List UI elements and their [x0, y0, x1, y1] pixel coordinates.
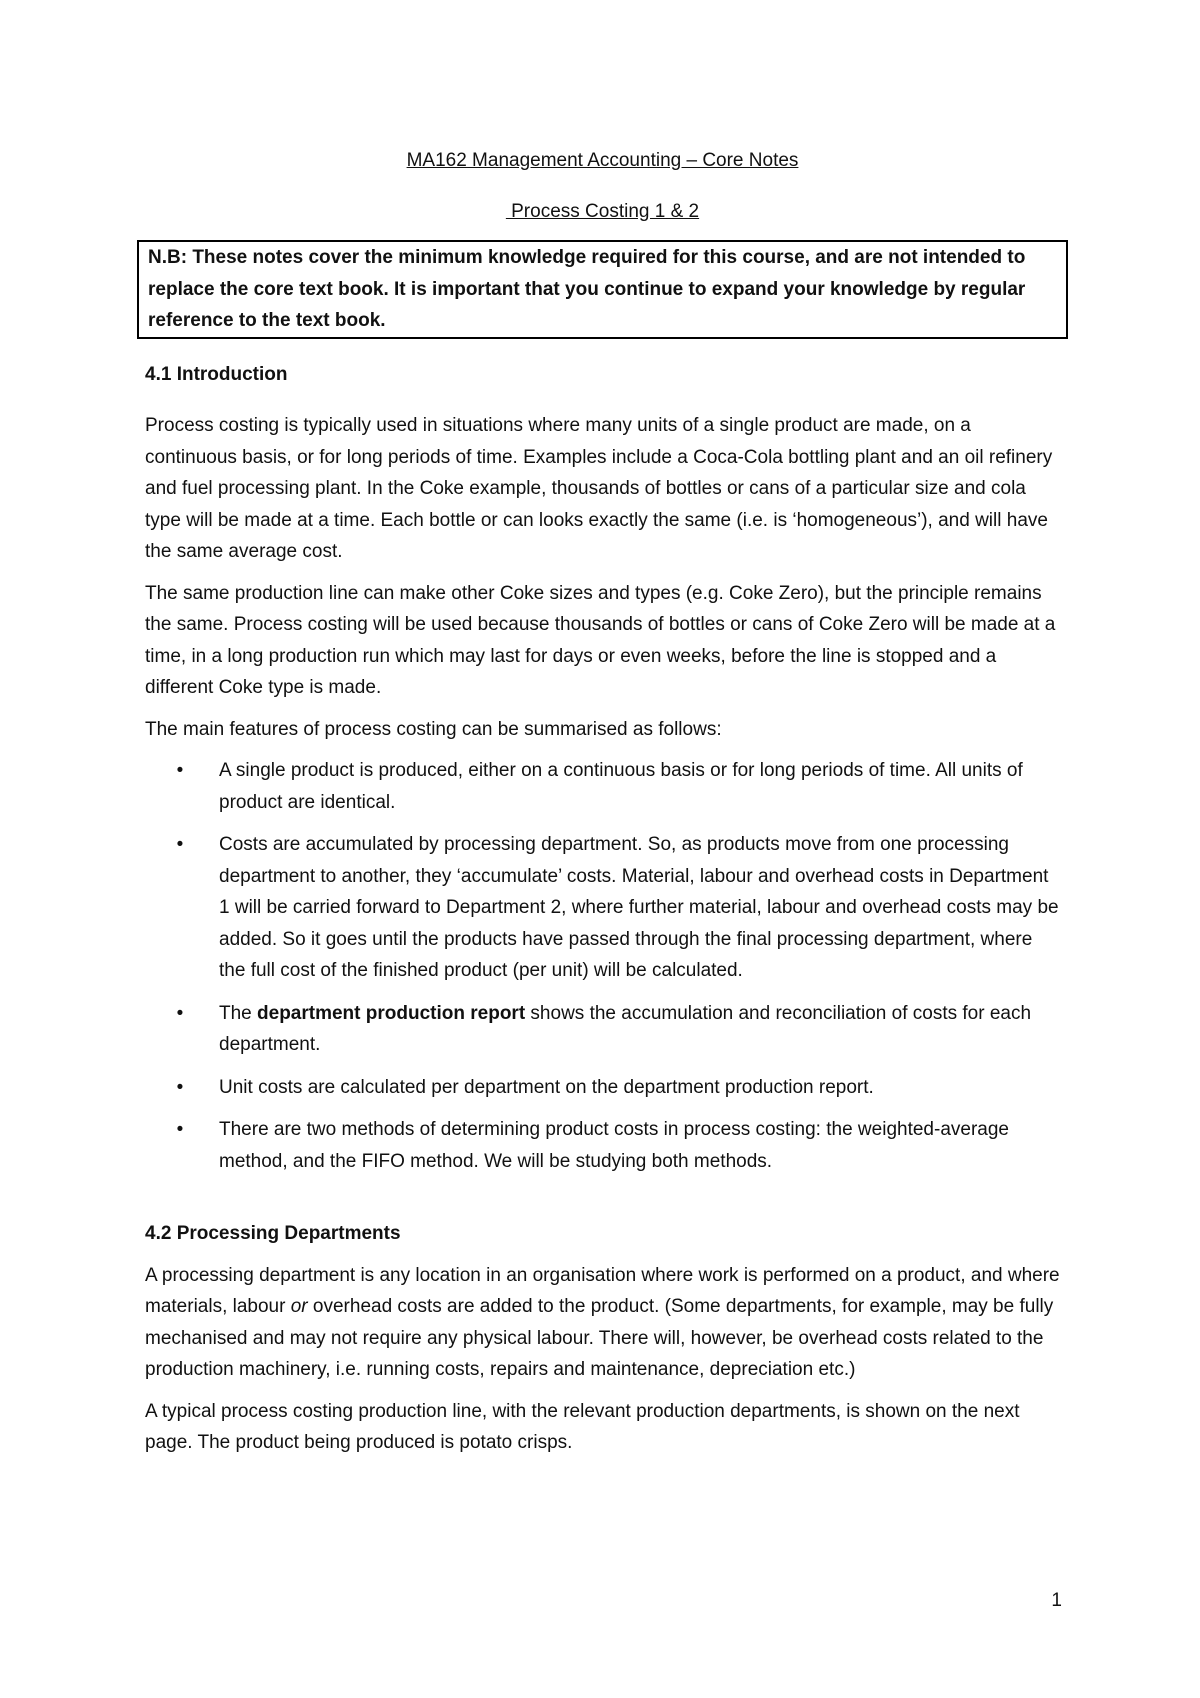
bullet-icon: •	[176, 1002, 184, 1024]
intro-paragraph-1: Process costing is typically used in situations where many units of a single product are made, on a continuous basis, or for long periods of time. Examples include a Coca-Cola bottling plant and an oil refinery and fuel processing plant. In the Coke example, thousands of bottles or cans of a particular size and cola type will be made at a time. Each bottle or can looks exactly the same (i.e. is ‘homogeneous’), and will have the same average cost.	[145, 415, 1053, 562]
processing-paragraph-1	[145, 1260, 1065, 1386]
intro-paragraph-3: The main features of process costing can be summarised as follows:	[145, 718, 722, 740]
processing-paragraph-1-italic: or	[290, 1296, 308, 1317]
list-item-text: Costs are accumulated by processing department. So, as products move from one processing department to another, they ‘accumulate’ costs. Material, labour and overhead costs in Department 1 will be carried forward to Department 2, where further material, labour and overhead costs may be added. So it goes until the products have passed through the final processing department, where the full cost of the finished product (per unit) will be calculated.	[219, 834, 1059, 981]
bullet-icon: •	[176, 1119, 184, 1140]
department-production-report-term: department production report	[257, 1002, 526, 1024]
list-item-text: Unit costs are calculated per department on the department production report.	[219, 1076, 874, 1098]
page-number: 1	[1051, 1590, 1062, 1611]
list-item	[145, 755, 1060, 818]
list-item	[145, 998, 1060, 1061]
list-item-text-prefix: The	[219, 1002, 258, 1024]
document-subtitle: Process Costing 1 & 2	[505, 201, 700, 222]
section-heading-processing-departments: 4.2 Processing Departments	[145, 1223, 401, 1244]
page-content	[145, 146, 1065, 1459]
processing-paragraph-1-before: A processing department is any location in an organisation where work is performed on a product, and where materials, labour	[145, 1264, 1065, 1317]
list-item-text	[219, 1003, 1036, 1056]
section-heading-introduction: 4.1 Introduction	[145, 363, 288, 385]
list-item	[145, 1114, 1060, 1177]
list-item-text-suffix: shows the accumulation and reconciliation of costs for each department.	[219, 1002, 1037, 1055]
nb-note-box: N.B: These notes cover the minimum knowledge required for this course, and are not intended to replace the core text book. It is important that you continue to expand your knowledge by regular reference to the text book.	[137, 240, 1068, 339]
document-title: MA162 Management Accounting – Core Notes	[406, 150, 799, 171]
list-item-text: There are two methods of determining product costs in process costing: the weighted-average method, and the FIFO method. We will be studying both methods.	[219, 1119, 1009, 1172]
features-list	[145, 755, 1060, 1177]
processing-paragraph-2: A typical process costing production line, with the relevant production departments, is shown on the next page. The product being produced is potato crisps.	[145, 1400, 1020, 1453]
list-item-text: A single product is produced, either on a continuous basis or for long periods of time. All units of product are identical.	[219, 760, 1023, 813]
bullet-icon: •	[176, 834, 184, 855]
list-item	[145, 1072, 1060, 1104]
list-item	[145, 829, 1060, 987]
intro-paragraph-2: The same production line can make other Coke sizes and types (e.g. Coke Zero), but the principle remains the same. Process costing will be used because thousands of bottles or cans of Coke Zero will be made at a time, in a long production run which may last for days or even weeks, before the line is stopped and a different Coke type is made.	[145, 582, 1056, 698]
bullet-icon: •	[176, 1076, 184, 1098]
bullet-icon: •	[176, 760, 184, 781]
processing-paragraph-1-after: overhead costs are added to the product. (Some departments, for example, may be fully mechanised and may not require any physical labour. There will, however, be overhead costs related to the production machinery, i.e. running costs, repairs and maintenance, depreciation etc.)	[145, 1296, 1059, 1380]
